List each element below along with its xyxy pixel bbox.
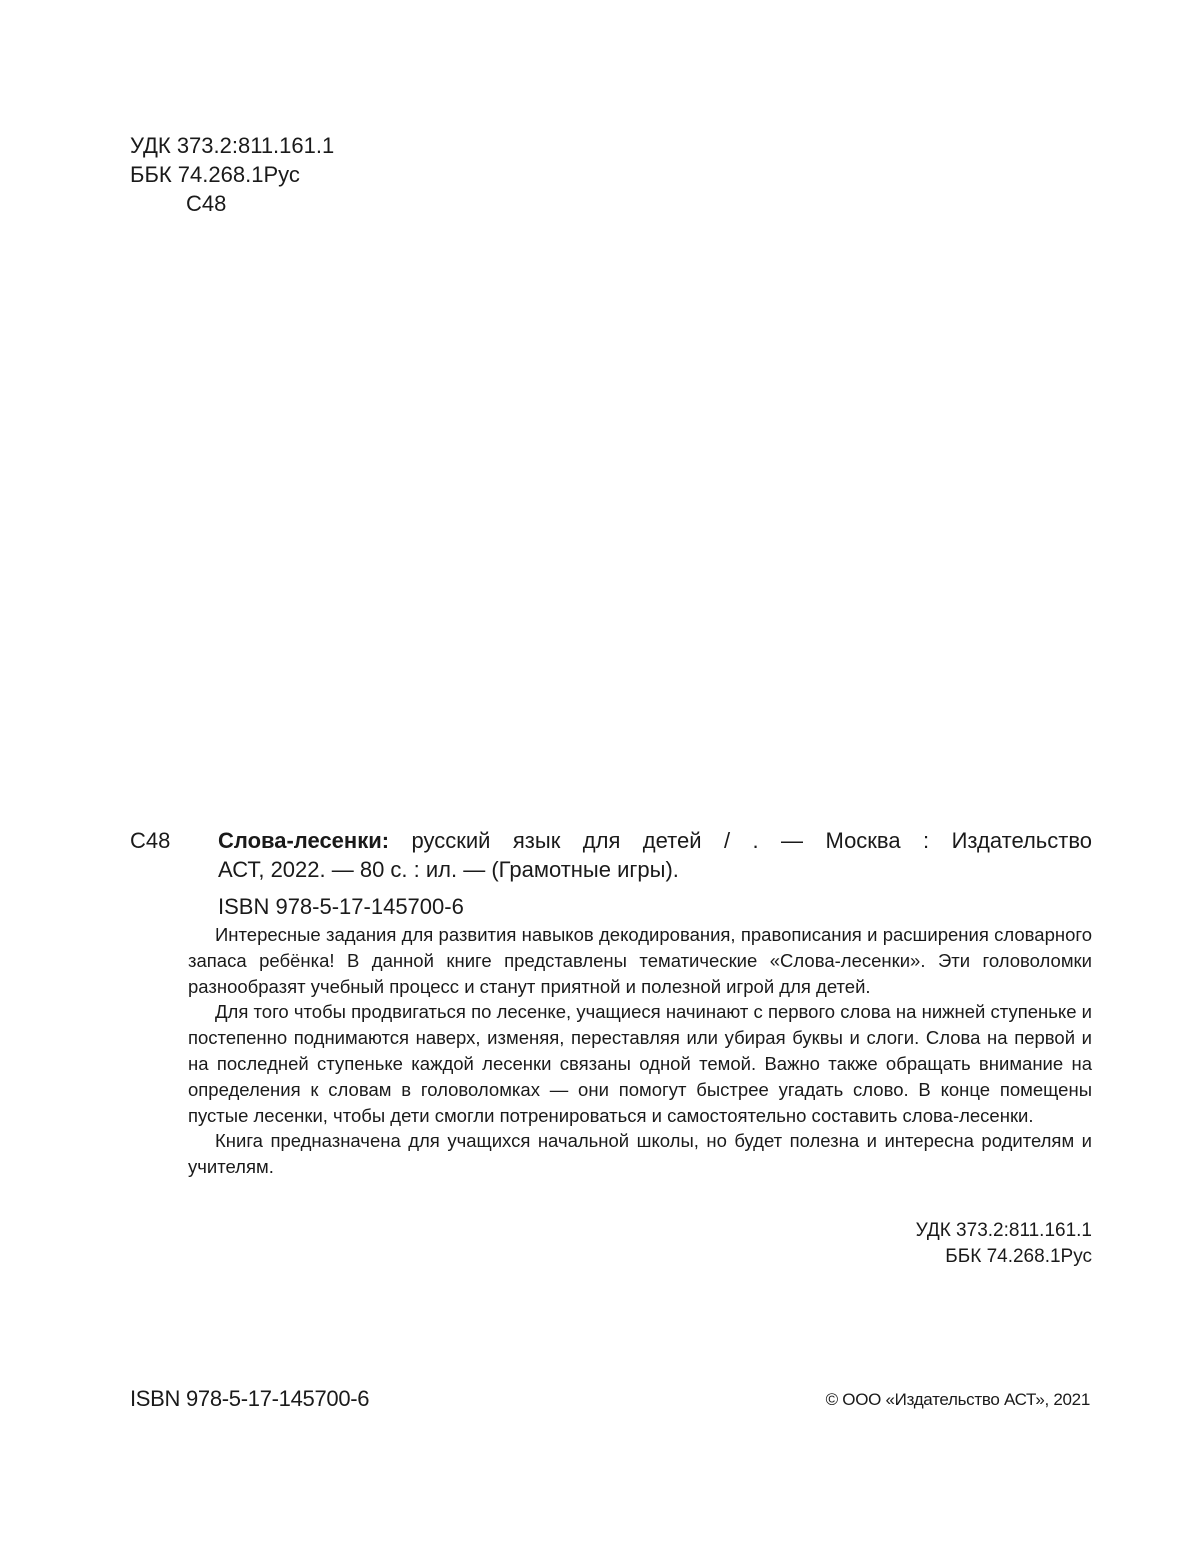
footer-isbn: ISBN 978-5-17-145700-6 [130,1386,370,1411]
annotation [188,922,1092,1180]
bibliographic-entry [130,826,1092,921]
annotation-paragraph: Интересные задания для развития навыков декодирования, правописания и расширения словарного запаса ребёнка! В данной книге представлены тематические «Слова-лесенки». Эти головоломки разнообразят учебный процесс и станут приятной и полезной игрой для детей. [188,924,1092,997]
entry-line-1 [218,826,1092,855]
author-mark: С48 [186,191,227,216]
book-title: Слова-лесенки: [218,828,390,853]
udk-code: УДК 373.2:811.161.1 [130,133,335,158]
copyright-notice: © ООО «Издательство АСТ», 2021 [825,1390,1090,1409]
classification-codes-top [130,131,334,218]
bbk-code: ББК 74.268.1Рус [130,162,300,187]
classification-codes-bottom [916,1218,1092,1270]
udk-code: УДК 373.2:811.161.1 [915,1220,1092,1241]
annotation-paragraph: Для того чтобы продвигаться по лесенке, учащиеся начинают с первого слова на нижней ступеньке и постепенно поднимаются наверх, изменяя, переставляя или убирая буквы и слоги. Слова на первой и на последней ступеньке каждой лесенки связаны одной темой. Важно также обращать внимание на определения к словам в головоломках — они помогут быстрее угадать слово. В конце помещены пустые лесенки, чтобы дети смогли потренироваться и самостоятельно составить слова-лесенки. [188,1001,1092,1126]
bbk-code: ББК 74.268.1Рус [945,1246,1092,1267]
entry-line-2: АСТ, 2022. — 80 с. : ил. — (Грамотные игры). [218,857,679,882]
entry-isbn: ISBN 978-5-17-145700-6 [218,894,464,919]
annotation-paragraph: Книга предназначена для учащихся начальной школы, но будет полезна и интересна родителям и учителям. [188,1130,1092,1178]
entry-description: русский язык для детей / . — Москва : Издательство [389,828,1092,853]
entry-author-mark: С48 [130,828,171,853]
